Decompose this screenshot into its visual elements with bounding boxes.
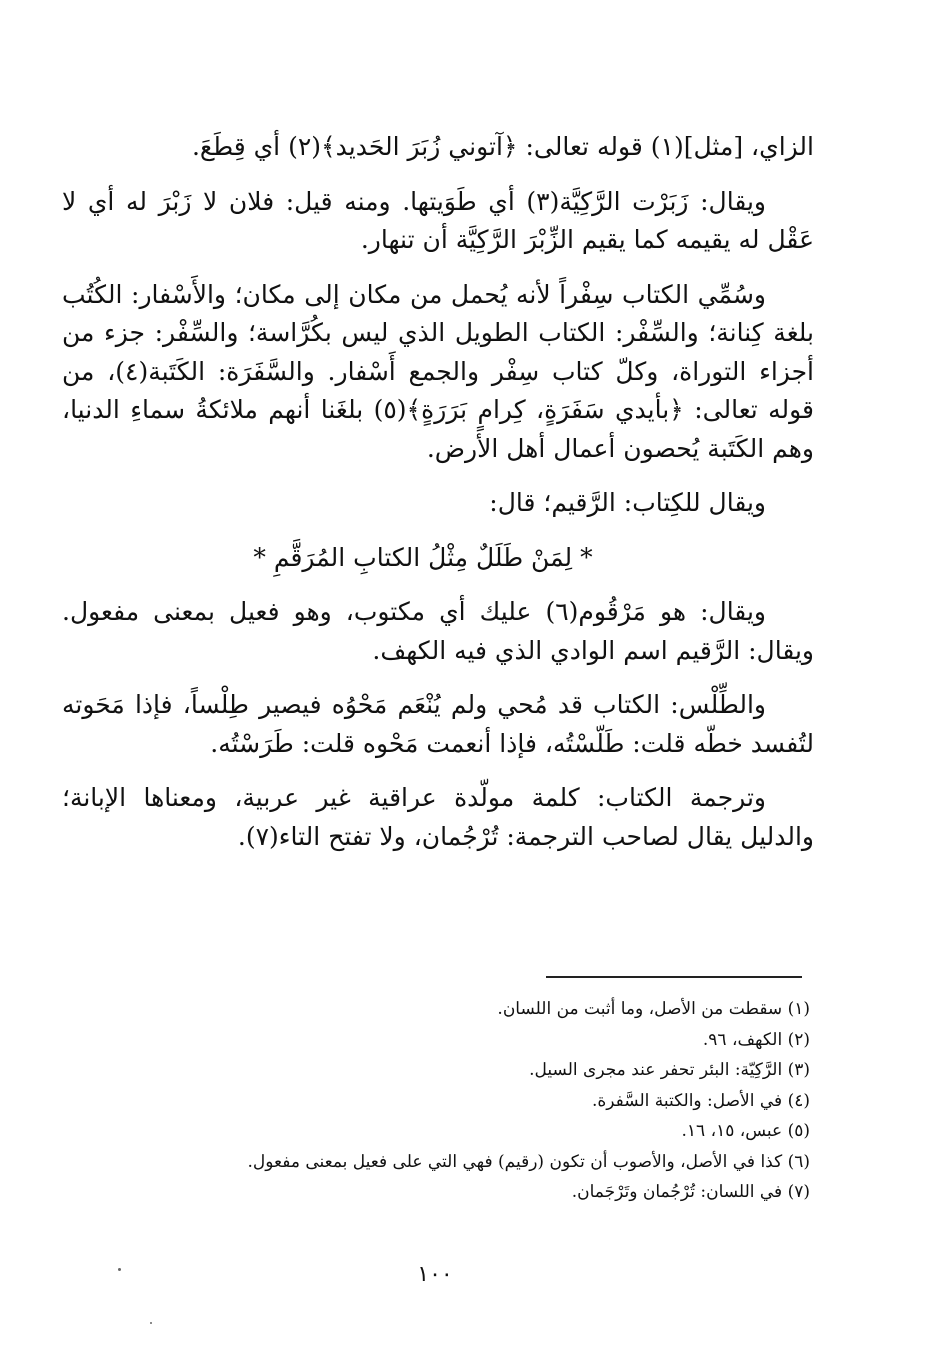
footnote-5: (٥) عبس، ١٥، ١٦. (681, 1121, 810, 1141)
paragraph-tarjama: وترجمة الكتاب: كلمة مولّدة عراقية غير عربية، ومعناها الإبانة؛ والدليل يقال لصاحب الترجمة: تُرْجُمان، ولا تفتح التاء(٧). (62, 783, 814, 851)
footnote-3: (٣) الرَّكِيّة: البئر تحفر عند مجرى السيل. (529, 1060, 810, 1080)
footnote-1: (١) سقطت من الأصل، وما أثبت من اللسان. (497, 999, 810, 1019)
paragraph-marqum: ويقال: هو مَرْقُوم(٦) عليك أي مكتوب، وهو فعيل بمعنى مفعول. ويقال: الرَّقيم اسم الوادي الذي فيه الكهف. (62, 597, 814, 665)
page-number: ١٠٠ (417, 1262, 453, 1287)
paragraph-sifr: وسُمِّي الكتاب سِفْراً لأنه يُحمل من مكان إلى مكان؛ والأَسْفار: الكُتُب بلغة كِنانة؛ والسِّفْر: الكتاب الطويل الذي ليس بكُرَّاسة؛ والسِّفْر: جزء من أجزاء التوراة، وكلّ كتاب سِفْر والجمع أَسْفار. والسَّفَرَة: الكَتَبة(٤)، من قوله تعالى: ﴿بأيدي سَفَرَةٍ، كِرامٍ بَرَرَةٍ﴾(٥) بلغَنا أنهم ملائكةُ سماءِ الدنيا، وهم الكَتَبة يُحصون أعمال أهل الأرض. (62, 279, 814, 463)
footnote-separator (546, 976, 802, 978)
paragraph-zabart: ويقال: زَبَرْت الرَّكِيَّة(٣) أي طَوَيتها. ومنه قيل: فلان لا زَبْرَ له أي لا عَقْل له يقيمه كما يقيم الزِّبْرَ الرَّكِيَّة أن تنهار. (62, 186, 814, 254)
footnote-2: (٢) الكهف، ٩٦. (702, 1029, 810, 1050)
verse-line: * لِمَنْ طَلَلٌ مِثْلُ الكتابِ المُرَقَّمِ * (253, 542, 593, 572)
footnote-6: (٦) كذا في الأصل، والأصوب أن تكون (رقيم) فهي التي على فعيل بمعنى مفعول. (247, 1151, 810, 1172)
scan-speck (118, 1268, 121, 1271)
paragraph-tils: والطِّلْس: الكتاب قد مُحي ولم يُنْعَم مَحْوُه فيصير طِلْساً، فإذا مَحَوته لتُفسد خطّه قلت: طَلّسْتُه، فإذا أنعمت مَحْوه قلت: طَرَسْتُه. (62, 690, 814, 758)
footnotes (62, 994, 810, 1208)
scan-speck (150, 1322, 152, 1324)
footnote-7: (٧) في اللسان: تُرْجُمان وتَرْجَمان. (571, 1182, 810, 1202)
paragraph-raqim: ويقال للكِتاب: الرَّقيم؛ قال: (489, 488, 766, 517)
main-text (62, 128, 814, 872)
paragraph-zabr-intro: الزاي، [مثل](١) قوله تعالى: ﴿آتوني زُبَرَ الحَديد﴾(٢) أي قِطَعَ. (191, 132, 814, 161)
footnote-4: (٤) في الأصل: والكتبة السَّفرة. (591, 1090, 810, 1111)
